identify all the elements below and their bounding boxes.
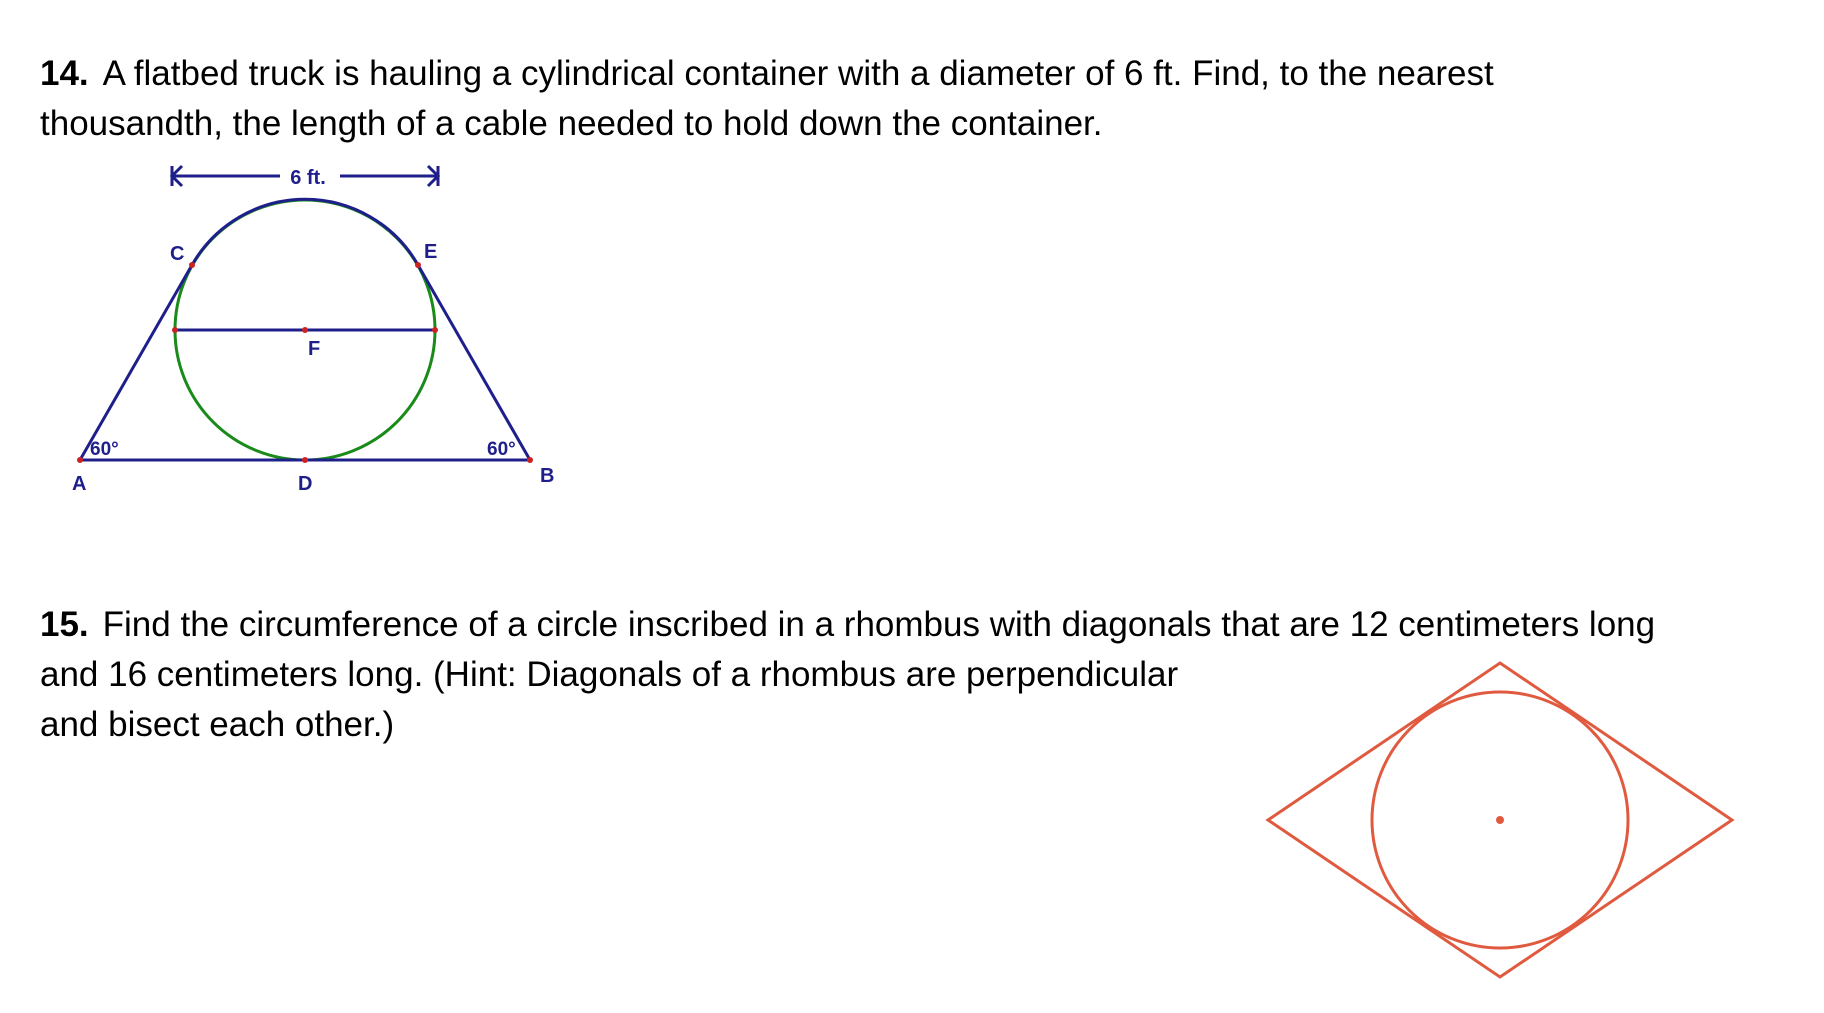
problem-14 (40, 49, 1760, 149)
label-d: D (298, 473, 313, 495)
label-a: A (72, 473, 87, 495)
point-f (302, 327, 308, 333)
dimension-label: 6 ft. (290, 167, 326, 189)
diameter-end-left (172, 327, 178, 333)
diameter-end-right (432, 327, 438, 333)
problem-14-text-2: thousandth, the length of a cable needed to hold down the container. (40, 104, 1103, 143)
problem-15-text-2: and 16 centimeters long. (Hint: Diagonals of a rhombus are perpendicular (40, 655, 1179, 694)
truck-cable-diagram (50, 160, 570, 500)
label-b: B (540, 465, 555, 487)
problem-15-line-1 (40, 600, 1760, 650)
problem-15-text-3: and bisect each other.) (40, 705, 395, 744)
angle-label-right: 60° (487, 439, 516, 460)
angle-label-left: 60° (90, 439, 119, 460)
rhombus-inscribed-circle-diagram (1260, 655, 1740, 990)
points (77, 262, 533, 463)
problem-14-line-1 (40, 49, 1760, 99)
problem-number: 14. (40, 54, 89, 93)
cable-right (418, 265, 530, 460)
cable-left (80, 265, 192, 460)
problem-14-text-1: A flatbed truck is hauling a cylindrical container with a diameter of 6 ft. Find, to the nearest (102, 54, 1494, 93)
point-b (527, 457, 533, 463)
point-c (189, 262, 195, 268)
label-e: E (424, 241, 438, 263)
problem-15-text-1: Find the circumference of a circle inscribed in a rhombus with diagonals that are 12 centimeters long (102, 605, 1656, 644)
point-a (77, 457, 83, 463)
rhombus-svg (1260, 655, 1740, 990)
truck-cable-svg (50, 160, 570, 500)
label-c: C (170, 243, 185, 265)
problem-number: 15. (40, 605, 89, 644)
cable-arc (192, 199, 418, 265)
circle-center (1496, 816, 1504, 824)
point-e (415, 262, 421, 268)
point-d (302, 457, 308, 463)
label-f: F (308, 338, 321, 360)
